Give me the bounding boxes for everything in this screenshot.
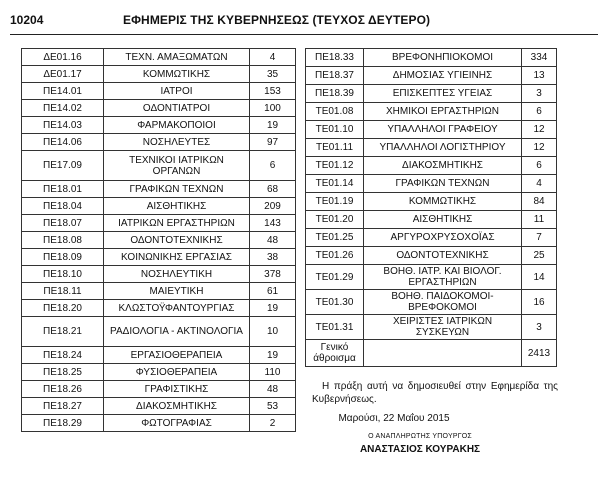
table-row [22, 215, 296, 232]
table-row [22, 249, 296, 266]
publication-note: Η πράξη αυτή να δημοσιευθεί στην Εφημερίδα της Κυβερνήσεως. [312, 381, 558, 405]
cell-code: ΠΕ18.11 [22, 283, 104, 300]
cell-count: 6 [522, 157, 557, 175]
cell-count: 3 [522, 315, 557, 340]
cell-specialty: ΥΠΑΛΛΗΛΟΙ ΛΟΓΙΣΤΗΡΙΟΥ [364, 139, 522, 157]
cell-specialty: ΕΡΓΑΣΙΟΘΕΡΑΠΕΙΑ [104, 347, 250, 364]
cell-count: 6 [522, 103, 557, 121]
table-row [22, 83, 296, 100]
cell-count: 16 [522, 290, 557, 315]
cell-specialty: ΚΟΙΝΩΝΙΚΗΣ ΕΡΓΑΣΙΑΣ [104, 249, 250, 266]
table-row [306, 229, 557, 247]
cell-code: ΠΕ18.20 [22, 300, 104, 317]
cell-count: 4 [522, 175, 557, 193]
table-row [22, 300, 296, 317]
cell-count: 2 [250, 415, 296, 432]
cell-specialty: ΦΩΤΟΓΡΑΦΙΑΣ [104, 415, 250, 432]
cell-specialty: ΕΠΙΣΚΕΠΤΕΣ ΥΓΕΙΑΣ [364, 85, 522, 103]
table-row [306, 121, 557, 139]
signatory-role: Ο ΑΝΑΠΛΗΡΩΤΗΣ ΥΠΟΥΡΓΟΣ [368, 433, 472, 440]
cell-count: 334 [522, 49, 557, 67]
cell-code: ΤΕ01.29 [306, 265, 364, 290]
table-row [22, 317, 296, 347]
table-row [22, 198, 296, 215]
cell-code: ΤΕ01.20 [306, 211, 364, 229]
cell-specialty: ΝΟΣΗΛΕΥΤΙΚΗ [104, 266, 250, 283]
cell-count: 68 [250, 181, 296, 198]
cell-specialty: ΙΑΤΡΟΙ [104, 83, 250, 100]
table-row [306, 247, 557, 265]
table-row [306, 49, 557, 67]
cell-code: ΔΕ01.16 [22, 49, 104, 66]
cell-code: ΠΕ18.04 [22, 198, 104, 215]
cell-code: ΠΕ18.26 [22, 381, 104, 398]
table-row [22, 347, 296, 364]
cell-specialty: ΒΡΕΦΟΝΗΠΙΟΚΟΜΟΙ [364, 49, 522, 67]
table-row [22, 266, 296, 283]
table-row [22, 181, 296, 198]
table-row [22, 381, 296, 398]
cell-code: ΠΕ14.03 [22, 117, 104, 134]
cell-count: 12 [522, 139, 557, 157]
cell-count: 7 [522, 229, 557, 247]
cell-count: 14 [522, 265, 557, 290]
cell-specialty: ΧΗΜΙΚΟΙ ΕΡΓΑΣΤΗΡΙΩΝ [364, 103, 522, 121]
cell-specialty: ΚΟΜΜΩΤΙΚΗΣ [364, 193, 522, 211]
cell-specialty: ΑΙΣΘΗΤΙΚΗΣ [104, 198, 250, 215]
cell-specialty: ΒΟΗΘ. ΙΑΤΡ. ΚΑΙ ΒΙΟΛΟΓ. ΕΡΓΑΣΤΗΡΙΩΝ [364, 265, 522, 290]
page-header [0, 0, 602, 44]
page-number: 10204 [10, 13, 44, 27]
total-value: 2413 [522, 340, 557, 367]
total-row [306, 340, 557, 367]
cell-count: 13 [522, 67, 557, 85]
cell-count: 97 [250, 134, 296, 151]
cell-specialty: ΙΑΤΡΙΚΩΝ ΕΡΓΑΣΤΗΡΙΩΝ [104, 215, 250, 232]
cell-specialty: ΟΔΟΝΤΟΤΕΧΝΙΚΗΣ [104, 232, 250, 249]
cell-code: ΠΕ18.37 [306, 67, 364, 85]
cell-specialty: ΓΡΑΦΙΚΩΝ ΤΕΧΝΩΝ [364, 175, 522, 193]
table-row [22, 415, 296, 432]
cell-specialty: ΧΕΙΡΙΣΤΕΣ ΙΑΤΡΙΚΩΝ ΣΥΣΚΕΥΩΝ [364, 315, 522, 340]
cell-specialty: ΚΛΩΣΤΟΫΦΑΝΤΟΥΡΓΙΑΣ [104, 300, 250, 317]
dateline: Μαρούσι, 22 Μαΐου 2015 [338, 413, 450, 424]
cell-specialty: ΡΑΔΙΟΛΟΓΙΑ - ΑΚΤΙΝΟΛΟΓΙΑ [104, 317, 250, 347]
total-spacer [364, 340, 522, 367]
cell-count: 11 [522, 211, 557, 229]
cell-code: ΠΕ14.02 [22, 100, 104, 117]
cell-code: ΠΕ18.01 [22, 181, 104, 198]
cell-code: ΠΕ18.24 [22, 347, 104, 364]
cell-code: ΔΕ01.17 [22, 66, 104, 83]
table-row [306, 67, 557, 85]
cell-count: 100 [250, 100, 296, 117]
cell-code: ΠΕ18.07 [22, 215, 104, 232]
cell-code: ΠΕ17.09 [22, 151, 104, 181]
table-row [306, 315, 557, 340]
table-row [306, 211, 557, 229]
table-row [306, 193, 557, 211]
table-row [306, 265, 557, 290]
cell-count: 84 [522, 193, 557, 211]
table-row [22, 66, 296, 83]
cell-count: 10 [250, 317, 296, 347]
table-row [22, 151, 296, 181]
table-row [22, 100, 296, 117]
cell-specialty: ΑΙΣΘΗΤΙΚΗΣ [364, 211, 522, 229]
cell-count: 25 [522, 247, 557, 265]
cell-count: 209 [250, 198, 296, 215]
cell-code: ΠΕ14.06 [22, 134, 104, 151]
cell-specialty: ΔΙΑΚΟΣΜΗΤΙΚΗΣ [364, 157, 522, 175]
table-row [22, 134, 296, 151]
cell-specialty: ΤΕΧΝ. ΑΜΑΞΩΜΑΤΩΝ [104, 49, 250, 66]
cell-specialty: ΟΔΟΝΤΟΤΕΧΝΙΚΗΣ [364, 247, 522, 265]
table-row [22, 398, 296, 415]
cell-code: ΠΕ18.33 [306, 49, 364, 67]
left-specialty-table [21, 48, 296, 432]
cell-code: ΤΕ01.11 [306, 139, 364, 157]
cell-specialty: ΤΕΧΝΙΚΟΙ ΙΑΤΡΙΚΩΝ ΟΡΓΑΝΩΝ [104, 151, 250, 181]
table-row [306, 103, 557, 121]
cell-code: ΤΕ01.31 [306, 315, 364, 340]
cell-specialty: ΓΡΑΦΙΣΤΙΚΗΣ [104, 381, 250, 398]
table-row [22, 283, 296, 300]
cell-specialty: ΑΡΓΥΡΟΧΡΥΣΟΧΟΪΑΣ [364, 229, 522, 247]
cell-code: ΤΕ01.14 [306, 175, 364, 193]
cell-code: ΤΕ01.12 [306, 157, 364, 175]
cell-count: 378 [250, 266, 296, 283]
cell-specialty: ΦΥΣΙΟΘΕΡΑΠΕΙΑ [104, 364, 250, 381]
table-row [306, 139, 557, 157]
cell-specialty: ΔΗΜΟΣΙΑΣ ΥΓΙΕΙΝΗΣ [364, 67, 522, 85]
cell-specialty: ΒΟΗΘ. ΠΑΙΔΟΚΟΜΟΙ-ΒΡΕΦΟΚΟΜΟΙ [364, 290, 522, 315]
cell-code: ΠΕ18.27 [22, 398, 104, 415]
cell-code: ΤΕ01.19 [306, 193, 364, 211]
cell-count: 35 [250, 66, 296, 83]
cell-code: ΤΕ01.10 [306, 121, 364, 139]
cell-code: ΤΕ01.25 [306, 229, 364, 247]
cell-code: ΠΕ14.01 [22, 83, 104, 100]
cell-count: 153 [250, 83, 296, 100]
cell-code: ΠΕ18.08 [22, 232, 104, 249]
cell-count: 53 [250, 398, 296, 415]
cell-count: 143 [250, 215, 296, 232]
total-label: Γενικό άθροισμα [306, 340, 364, 367]
cell-count: 12 [522, 121, 557, 139]
cell-count: 110 [250, 364, 296, 381]
cell-count: 3 [522, 85, 557, 103]
cell-count: 4 [250, 49, 296, 66]
cell-code: ΤΕ01.26 [306, 247, 364, 265]
cell-count: 19 [250, 300, 296, 317]
cell-count: 61 [250, 283, 296, 300]
cell-count: 19 [250, 347, 296, 364]
cell-specialty: ΓΡΑΦΙΚΩΝ ΤΕΧΝΩΝ [104, 181, 250, 198]
cell-code: ΠΕ18.09 [22, 249, 104, 266]
table-row [22, 117, 296, 134]
cell-code: ΠΕ18.21 [22, 317, 104, 347]
cell-specialty: ΝΟΣΗΛΕΥΤΕΣ [104, 134, 250, 151]
cell-specialty: ΦΑΡΜΑΚΟΠΟΙΟΙ [104, 117, 250, 134]
table-row [22, 232, 296, 249]
cell-code: ΠΕ18.39 [306, 85, 364, 103]
table-row [306, 290, 557, 315]
header-rule [10, 34, 598, 35]
cell-code: ΤΕ01.30 [306, 290, 364, 315]
cell-code: ΠΕ18.10 [22, 266, 104, 283]
cell-specialty: ΥΠΑΛΛΗΛΟΙ ΓΡΑΦΕΙΟΥ [364, 121, 522, 139]
cell-count: 19 [250, 117, 296, 134]
cell-code: ΠΕ18.25 [22, 364, 104, 381]
signatory-name: ΑΝΑΣΤΑΣΙΟΣ ΚΟΥΡΑΚΗΣ [359, 444, 481, 455]
cell-code: ΤΕ01.08 [306, 103, 364, 121]
cell-count: 38 [250, 249, 296, 266]
table-row [22, 49, 296, 66]
cell-count: 48 [250, 232, 296, 249]
cell-specialty: ΔΙΑΚΟΣΜΗΤΙΚΗΣ [104, 398, 250, 415]
cell-count: 6 [250, 151, 296, 181]
cell-code: ΠΕ18.29 [22, 415, 104, 432]
cell-specialty: ΜΑΙΕΥΤΙΚΗ [104, 283, 250, 300]
cell-count: 48 [250, 381, 296, 398]
gazette-title: ΕΦΗΜΕΡΙΣ ΤΗΣ ΚΥΒΕΡΝΗΣΕΩΣ (ΤΕΥΧΟΣ ΔΕΥΤΕΡΟ) [123, 13, 431, 27]
table-row [306, 175, 557, 193]
table-row [306, 157, 557, 175]
cell-specialty: ΟΔΟΝΤΙΑΤΡΟΙ [104, 100, 250, 117]
right-specialty-table [305, 48, 557, 367]
table-row [306, 85, 557, 103]
table-row [22, 364, 296, 381]
cell-specialty: ΚΟΜΜΩΤΙΚΗΣ [104, 66, 250, 83]
